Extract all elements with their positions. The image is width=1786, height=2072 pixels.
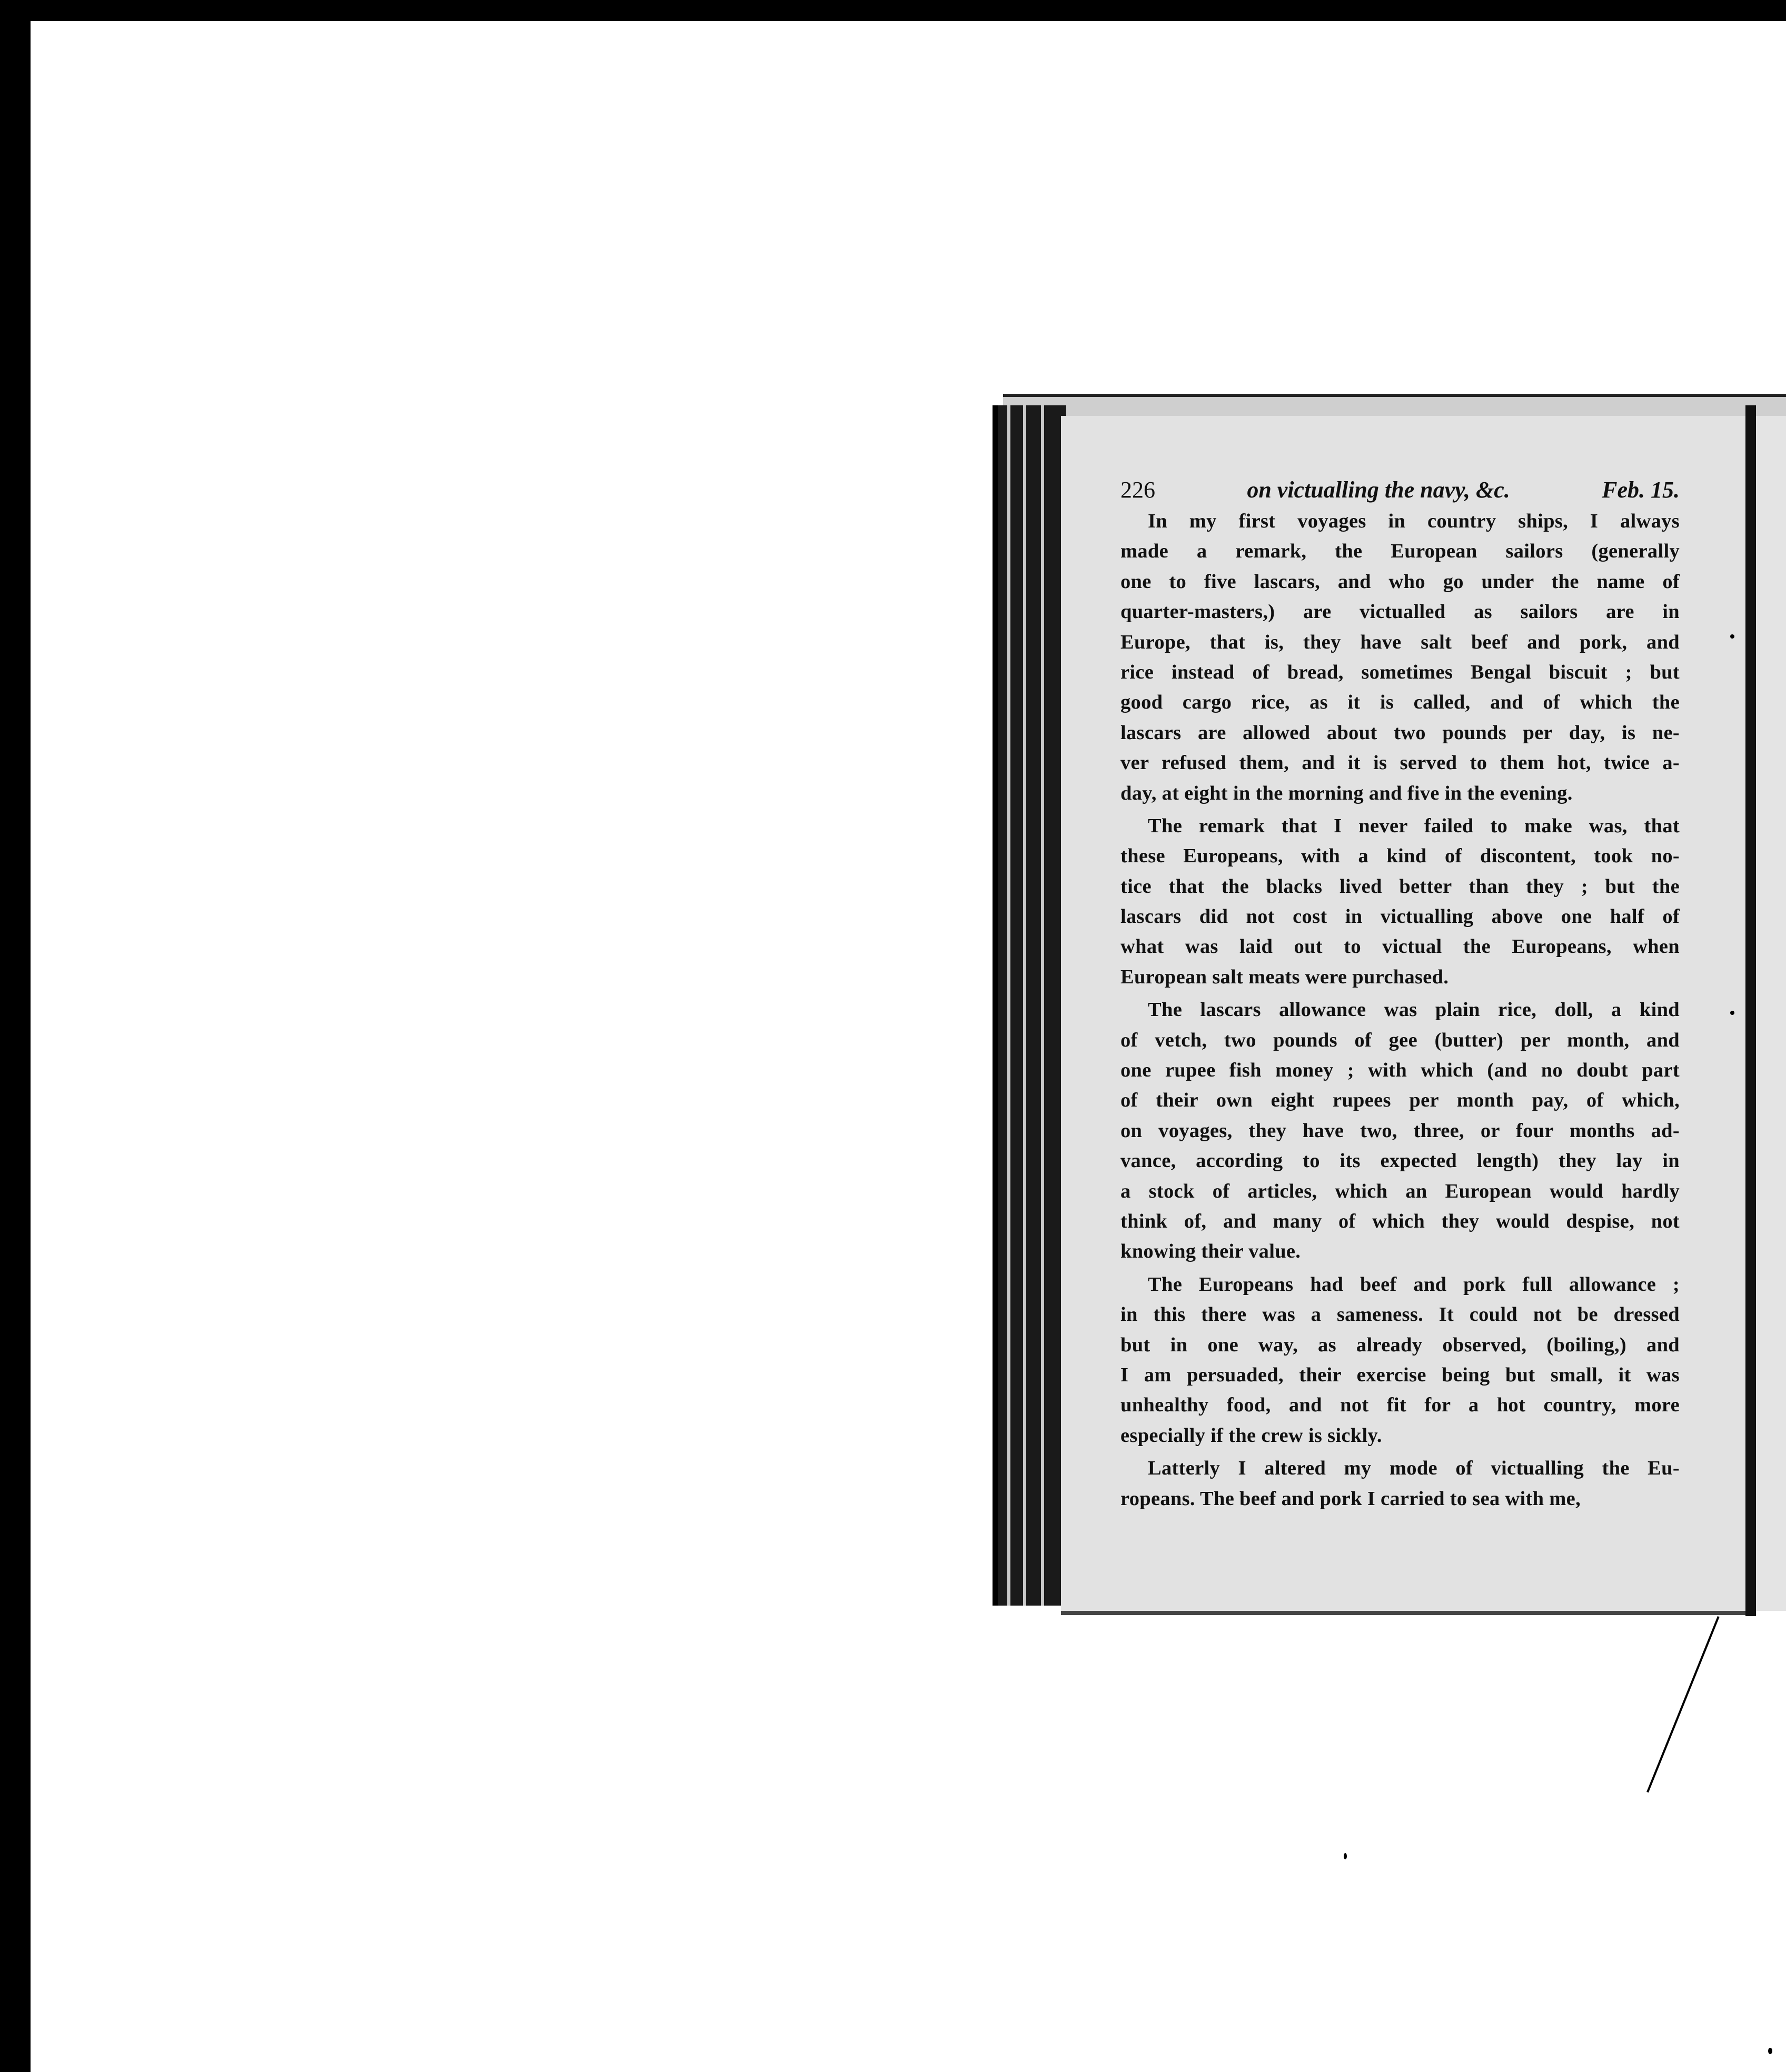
page-edge-line xyxy=(1023,405,1026,1606)
scan-speck xyxy=(1730,1011,1734,1015)
text-line: what was laid out to victual the Europeans, when xyxy=(1120,935,1680,958)
text-line: lascars did not cost in victualling above one half of xyxy=(1120,905,1680,928)
text-line: ropeans. The beef and pork I carried to sea with me, xyxy=(1120,1487,1581,1510)
scan-speck xyxy=(1768,2048,1772,2054)
text-line: good cargo rice, as it is called, and of which the xyxy=(1120,691,1680,714)
paragraph xyxy=(1120,1270,1680,1451)
text-line: In my first voyages in country ships, I always xyxy=(1148,510,1680,532)
text-line: on voyages, they have two, three, or four months ad- xyxy=(1120,1119,1680,1142)
text-line: made a remark, the European sailors (generally xyxy=(1120,540,1680,563)
text-line: The remark that I never failed to make was, that xyxy=(1148,814,1680,837)
body-text xyxy=(1120,506,1680,1514)
paragraph xyxy=(1120,995,1680,1267)
scan-speck xyxy=(1730,634,1734,639)
text-line: vance, according to its expected length) they lay in xyxy=(1120,1150,1680,1172)
text-line: European salt meats were purchased. xyxy=(1120,965,1449,988)
text-line: but in one way, as already observed, (boiling,) and xyxy=(1120,1333,1680,1356)
text-line: one to five lascars, and who go under the name of xyxy=(1120,570,1680,593)
text-line: tice that the blacks lived better than they ; but the xyxy=(1120,875,1680,898)
running-title: on victualling the navy, &c. xyxy=(1247,477,1510,503)
text-line: Latterly I altered my mode of victualling the Eu- xyxy=(1148,1457,1680,1480)
paragraph xyxy=(1120,1453,1680,1514)
book-gutter xyxy=(1745,405,1756,1616)
text-line: ver refused them, and it is served to them hot, twice a- xyxy=(1120,752,1680,774)
text-line: I am persuaded, their exercise being but small, it was xyxy=(1120,1363,1680,1386)
text-line: The lascars allowance was plain rice, doll, a kind xyxy=(1148,999,1680,1021)
text-line: day, at eight in the morning and five in the evening. xyxy=(1120,782,1573,804)
text-line: in this there was a sameness. It could not be dressed xyxy=(1120,1303,1680,1326)
text-line: one rupee fish money ; with which (and no doubt part xyxy=(1120,1059,1680,1082)
text-line: knowing their value. xyxy=(1120,1240,1301,1263)
running-date: Feb. 15. xyxy=(1602,477,1680,503)
paragraph xyxy=(1120,811,1680,992)
running-head xyxy=(1120,476,1680,503)
text-line: lascars are allowed about two pounds per day, is ne- xyxy=(1120,721,1680,744)
text-line: Europe, that is, they have salt beef and pork, and xyxy=(1120,631,1680,653)
book-fore-edge xyxy=(993,405,1066,1606)
page-number: 226 xyxy=(1120,477,1155,503)
text-line: of their own eight rupees per month pay, of which, xyxy=(1120,1089,1680,1112)
scan-speck xyxy=(1344,1853,1347,1859)
text-line: especially if the crew is sickly. xyxy=(1120,1424,1382,1447)
book-top-edge xyxy=(1003,394,1786,418)
page-edge-line xyxy=(1041,405,1044,1606)
text-line: unhealthy food, and not fit for a hot country, more xyxy=(1120,1394,1680,1417)
text-line: these Europeans, with a kind of discontent, took no- xyxy=(1120,845,1680,868)
text-line: rice instead of bread, sometimes Bengal biscuit ; but xyxy=(1120,661,1680,683)
text-line: The Europeans had beef and pork full allowance ; xyxy=(1148,1273,1680,1296)
page-edge-line xyxy=(1007,405,1010,1606)
text-line: think of, and many of which they would despise, not xyxy=(1120,1210,1680,1232)
text-line: a stock of articles, which an European would hardly xyxy=(1120,1180,1680,1202)
text-line: quarter-masters,) are victualled as sailors are in xyxy=(1120,601,1680,623)
paragraph xyxy=(1120,506,1680,809)
book-page-right xyxy=(1756,416,1786,1611)
text-line: of vetch, two pounds of gee (butter) per month, and xyxy=(1120,1029,1680,1051)
